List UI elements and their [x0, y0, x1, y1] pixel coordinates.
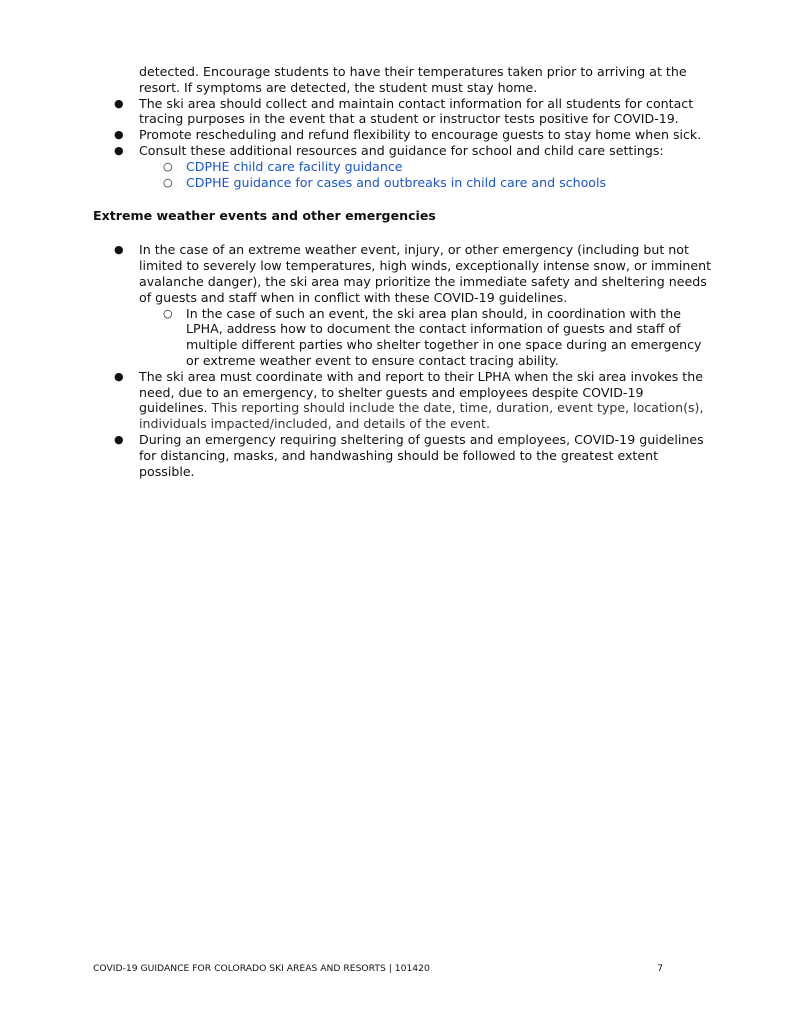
- bullet-icon: ●: [114, 96, 124, 110]
- sub-list: [139, 306, 713, 369]
- list-item-text: Promote rescheduling and refund flexibility to encourage guests to stay home when sick.: [139, 127, 702, 143]
- page-footer: [93, 963, 663, 975]
- bullet-icon: ●: [114, 143, 124, 157]
- section-heading: Extreme weather events and other emergencies: [93, 208, 436, 224]
- list-item: [93, 242, 713, 368]
- sub-list-item: [139, 306, 713, 369]
- child-care-guidance-link[interactable]: CDPHE child care facility guidance: [186, 158, 403, 174]
- list-item-text: During an emergency requiring sheltering of guests and employees, COVID-19 guidelines for distancing, masks, and handwashing should be followed to the greatest extent possible.: [139, 431, 704, 479]
- footer-text: COVID-19 GUIDANCE FOR COLORADO SKI AREAS AND RESORTS | 101420: [93, 963, 430, 974]
- bullet-icon: ●: [114, 243, 124, 257]
- page-content: [93, 64, 713, 479]
- list-item-text: The ski area should collect and maintain contact information for all students for contact tracing purposes in the event that a student or instructor tests positive for COVID-19.: [139, 95, 694, 127]
- guidance-list: [93, 96, 713, 191]
- hollow-bullet-icon: ○: [163, 306, 173, 320]
- list-item: [93, 432, 713, 479]
- resource-link-item: [139, 159, 713, 175]
- outbreaks-guidance-link[interactable]: CDPHE guidance for cases and outbreaks in child care and schools: [186, 174, 607, 190]
- page-number: 7: [657, 963, 663, 974]
- list-item: [93, 369, 713, 432]
- emergency-list: [93, 242, 713, 479]
- hollow-bullet-icon: ○: [163, 175, 173, 189]
- list-item-text: Consult these additional resources and guidance for school and child care settings:: [139, 142, 664, 158]
- resource-links-list: [139, 159, 713, 191]
- bullet-icon: ●: [114, 369, 124, 383]
- resource-link-item: [139, 175, 713, 191]
- sub-list-item-text: In the case of such an event, the ski area plan should, in coordination with the LPHA, address how to document the contact information of guests and staff of multiple different parties who shelter together in one space during an emergency or extreme weather event to ensure contact tracing ability.: [186, 305, 702, 368]
- continued-paragraph: detected. Encourage students to have their temperatures taken prior to arriving at the resort. If symptoms are detected, the student must stay home.: [139, 64, 687, 95]
- list-item: [93, 143, 713, 190]
- list-item-text: The ski area must coordinate with and report to their LPHA when the ski area invokes the need, due to an emergency, to shelter guests and employees despite COVID-19 guidelines.: [139, 368, 703, 416]
- list-item-text: In the case of an extreme weather event, injury, or other emergency (including but not limited to severely low temperatures, high winds, exceptionally intense snow, or imminent avalanche danger), the ski area may prioritize the immediate safety and sheltering needs of guests and staff when in conflict with these COVID-19 guidelines.: [139, 242, 712, 305]
- reporting-details-text: This reporting should include the date, time, duration, event type, location(s), individuals impacted/included, and details of the event.: [139, 400, 704, 432]
- bullet-icon: ●: [114, 432, 124, 446]
- list-item: [93, 127, 713, 143]
- hollow-bullet-icon: ○: [163, 159, 173, 173]
- list-item: [93, 96, 713, 128]
- bullet-icon: ●: [114, 128, 124, 142]
